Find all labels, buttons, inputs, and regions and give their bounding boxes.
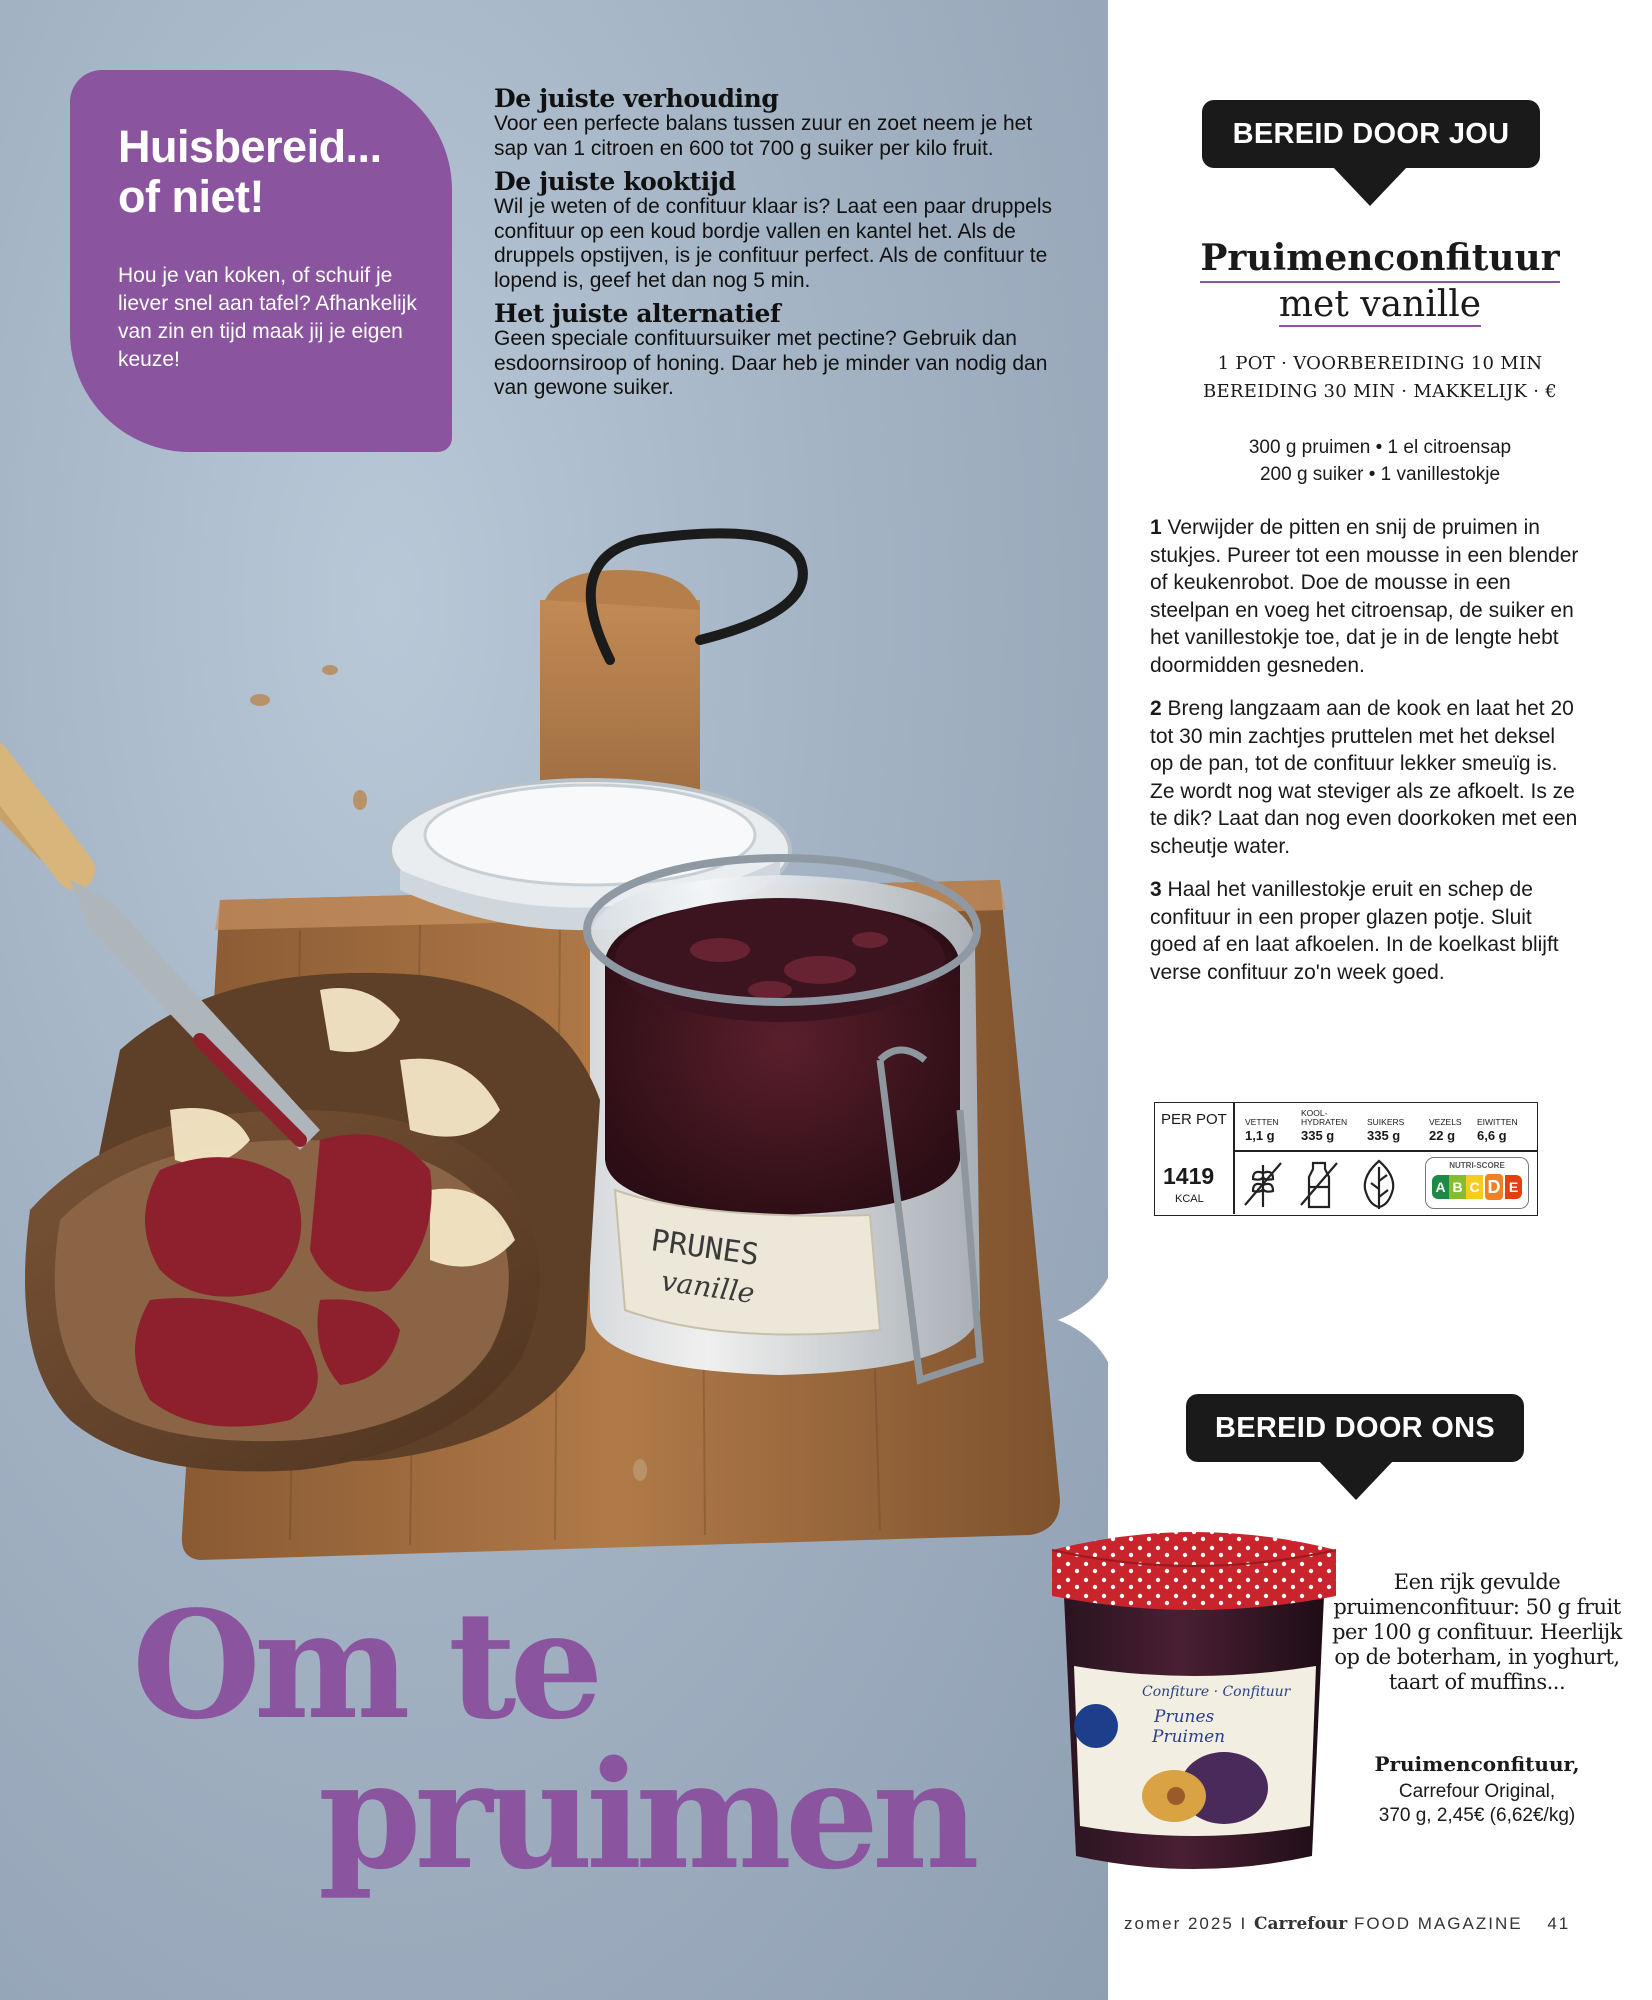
- step-1: [1150, 514, 1580, 679]
- product-info: [1332, 1780, 1622, 1828]
- product-jar-label-1: Confiture · Confituur: [1142, 1684, 1291, 1700]
- jar-label-text-2: vanille: [659, 1264, 757, 1311]
- page-title-line-1: Om te: [132, 1578, 597, 1752]
- recipe-meta-line-2: BEREIDING 30 MIN · MAKKELIJK · €: [1202, 381, 1558, 402]
- recipe-column: [1108, 0, 1652, 2000]
- nutri-score-scale: [1432, 1175, 1522, 1202]
- step-1-number: 1: [1150, 516, 1162, 539]
- tip-body-2: Wil je weten of de confituur klaar is? Laat een paar druppels confituur op een koud bordje vallen en kantel het. Als de druppels opstijven, is je confituur perfect. Als de confituur te lopend is, geef het dan nog 5 min.: [494, 195, 1052, 292]
- nutri-score-a: A: [1432, 1175, 1449, 1199]
- nutri-score-d: D: [1483, 1172, 1505, 1202]
- product-jar-image: [1044, 1526, 1344, 1882]
- intro-card-text: Hou je van koken, of schuif je liever snel aan tafel? Afhankelijk van zin en tijd maak jij je eigen keuze!: [118, 264, 417, 371]
- step-3-number: 3: [1150, 878, 1162, 901]
- nutri-score-c: C: [1466, 1175, 1483, 1199]
- product-price: 370 g, 2,45€ (6,62€/kg): [1378, 1805, 1576, 1826]
- callout-notch: [1028, 1250, 1118, 1390]
- footer-magazine: FOOD MAGAZINE: [1353, 1914, 1523, 1933]
- step-1-text: Verwijder de pitten en snij de pruimen in stukjes. Pureer tot een mousse in een blender of keukenrobot. Doe de mousse in een steelpan en voeg het citroensap, de suiker en het vanillestokje toe, dat je in de lengte hebt doormidden gesneden.: [1150, 516, 1579, 677]
- product-name: Pruimenconfituur,: [1374, 1752, 1580, 1776]
- tip-title-2: De juiste kooktijd: [494, 167, 736, 196]
- nutrient-protein: EIWITTEN 6,6 g: [1477, 1117, 1518, 1143]
- banner-made-by-us-pointer: [1318, 1460, 1394, 1500]
- banner-made-by-us: [1186, 1394, 1524, 1462]
- recipe-steps: [1150, 514, 1580, 1002]
- nutrition-kcal-unit: KCAL: [1175, 1193, 1204, 1205]
- page-footer: [1124, 1914, 1570, 1934]
- page-number: 41: [1547, 1914, 1571, 1933]
- step-2-number: 2: [1150, 697, 1162, 720]
- nutri-score-e: E: [1505, 1175, 1522, 1199]
- product-jar-label-2: Prunes: [1154, 1707, 1215, 1727]
- product-brand: Carrefour Original,: [1398, 1781, 1556, 1802]
- tip-body-3: Geen speciale confituursuiker met pectine? Gebruik dan esdoornsiroop of honing. Daar heb je minder van nodig dan van gewone suiker.: [494, 327, 1048, 399]
- intro-card-title: Huisbereid... of niet!: [118, 121, 382, 222]
- gluten-free-icon: [1245, 1163, 1281, 1207]
- banner-made-by-you-text: BEREID DOOR JOU: [1232, 117, 1510, 150]
- footer-issue: zomer 2025: [1124, 1914, 1234, 1933]
- diet-icons: [1241, 1157, 1411, 1216]
- step-2-text: Breng langzaam aan de kook en laat het 20 tot 30 min zachtjes pruttelen met het deksel op de pan, tot de confituur lekker smeuïg is. Ze wordt nog wat steviger als ze afkoelt. Is ze te dik? Laat dan nog even doorkoken met een scheutje water.: [1150, 697, 1578, 858]
- intro-card: [70, 70, 452, 452]
- jar-label-text-1: PRUNES: [648, 1223, 762, 1274]
- tip-body-1: Voor een perfecte balans tussen zuur en zoet neem je het sap van 1 citroen en 600 tot 700 g suiker per kilo fruit.: [494, 112, 1033, 160]
- step-3-text: Haal het vanillestokje eruit en schep de confituur in een proper glazen potje. Sluit goed af en laat afkoelen. In de koelkast blijft verse confituur zo'n week goed.: [1150, 878, 1559, 984]
- nutrition-per-label: PER POT: [1161, 1111, 1227, 1128]
- recipe-title-line-1: Pruimenconfituur: [1200, 236, 1559, 283]
- tip-title-3: Het juiste alternatief: [494, 299, 781, 328]
- banner-made-by-you: [1202, 100, 1540, 168]
- tip-title-1: De juiste verhouding: [494, 84, 779, 113]
- nutrition-table: [1154, 1102, 1538, 1216]
- lactose-free-icon: [1301, 1163, 1337, 1207]
- recipe-title: [1108, 236, 1652, 327]
- vegan-icon: [1365, 1161, 1393, 1209]
- nutrient-carbs: KOOL-HYDRATEN 335 g: [1301, 1108, 1348, 1143]
- nutri-score-badge: NUTRI-SCORE A B C D E: [1425, 1157, 1529, 1209]
- ingredients-line-1: 300 g pruimen • 1 el citroensap: [1248, 437, 1512, 458]
- nutrient-sugars: SUIKERS 335 g: [1367, 1117, 1405, 1143]
- footer-brand: Carrefour: [1253, 1914, 1348, 1934]
- page-title-line-2: pruimen: [318, 1728, 973, 1902]
- product-jar-label-3: Pruimen: [1152, 1727, 1226, 1747]
- nutrition-kcal-value: 1419: [1163, 1163, 1215, 1189]
- banner-made-by-you-pointer: [1332, 166, 1408, 206]
- step-3: [1150, 876, 1580, 986]
- ingredients-line-2: 200 g suiker • 1 vanillestokje: [1259, 464, 1501, 485]
- product-description: Een rijk gevulde pruimenconfituur: 50 g fruit per 100 g confituur. Heerlijk op de boterham, in yoghurt, taart of muffins...: [1332, 1570, 1622, 1694]
- recipe-meta: [1108, 350, 1652, 406]
- recipe-title-line-2: met vanille: [1278, 284, 1482, 325]
- tips-column: [494, 86, 1054, 409]
- recipe-meta-line-1: 1 POT · VOORBEREIDING 10 MIN: [1217, 353, 1543, 374]
- nutri-score-b: B: [1449, 1175, 1466, 1199]
- nutrient-fibre: VEZELS 22 g: [1429, 1117, 1462, 1143]
- footer-separator: I: [1240, 1914, 1248, 1933]
- ingredients: [1108, 434, 1652, 488]
- step-2: [1150, 695, 1580, 860]
- nutrient-fat: VETTEN 1,1 g: [1245, 1117, 1279, 1143]
- page-title: [132, 1578, 973, 1902]
- banner-made-by-us-text: BEREID DOOR ONS: [1214, 1411, 1496, 1444]
